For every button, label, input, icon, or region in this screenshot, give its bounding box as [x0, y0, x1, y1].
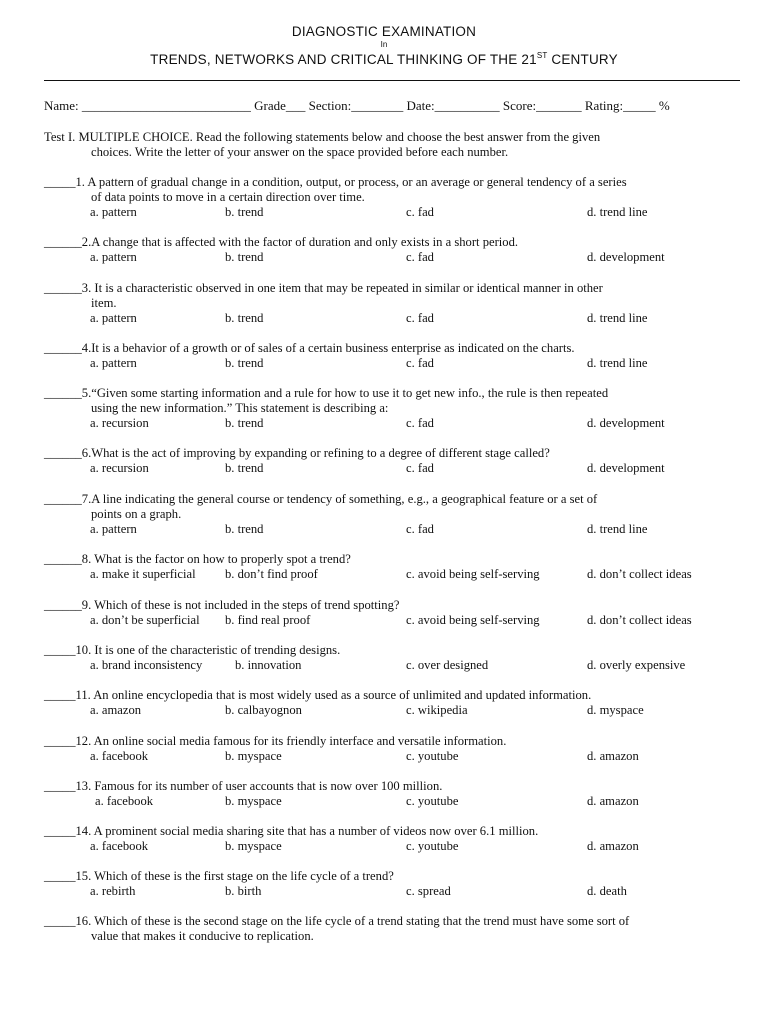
question-stem: _____15. Which of these is the first stage on the life cycle of a trend? — [44, 869, 394, 883]
choice-a: a. pattern — [90, 205, 137, 219]
question-stem: ______3. It is a characteristic observed in one item that may be repeated in similar or identical manner in other — [44, 281, 603, 295]
answer-choices — [44, 522, 744, 537]
choice-b: b. myspace — [225, 839, 282, 853]
choice-b: b. trend — [225, 416, 264, 430]
choice-c: c. avoid being self-serving — [406, 567, 540, 581]
choice-d: d. myspace — [587, 703, 644, 717]
question-stem: ______7.A line indicating the general course or tendency of something, e.g., a geographical feature or a set of — [44, 492, 598, 506]
instructions-line-2: choices. Write the letter of your answer on the space provided before each number. — [91, 145, 509, 159]
choice-a: a. don’t be superficial — [90, 613, 200, 627]
choice-c: c. fad — [406, 416, 434, 430]
choice-b: b. myspace — [225, 794, 282, 808]
answer-choices — [44, 613, 744, 628]
choice-c: c. youtube — [406, 839, 459, 853]
header-rule — [44, 80, 740, 81]
choice-b: b. trend — [225, 311, 264, 325]
choice-d: d. don’t collect ideas — [587, 567, 692, 581]
question-item — [44, 341, 744, 371]
question-stem: _____14. A prominent social media sharing site that has a number of videos now over 6.1 million. — [44, 824, 539, 838]
choice-b: b. find real proof — [225, 613, 311, 627]
choice-c: c. avoid being self-serving — [406, 613, 540, 627]
choice-c: c. fad — [406, 250, 434, 264]
answer-choices — [44, 839, 744, 854]
answer-choices — [44, 416, 744, 431]
answer-choices — [44, 356, 744, 371]
choice-a: a. pattern — [90, 250, 137, 264]
choice-a: a. make it superficial — [90, 567, 196, 581]
question-item — [44, 386, 744, 431]
question-item — [44, 175, 744, 220]
question-stem-continued: item. — [91, 296, 117, 310]
answer-choices — [44, 658, 744, 673]
student-info-line: Name: __________________________ Grade___ Section:________ Date:__________ Score:_______ Rating:_____ % — [44, 98, 670, 113]
choice-d: d. development — [587, 416, 665, 430]
question-stem: _____10. It is one of the characteristic of trending designs. — [44, 643, 341, 657]
choice-d: d. trend line — [587, 522, 648, 536]
question-stem: ______9. Which of these is not included in the steps of trend spotting? — [44, 598, 400, 612]
choice-a: a. facebook — [90, 839, 149, 853]
question-item — [44, 492, 744, 537]
choice-a: a. pattern — [90, 356, 137, 370]
subtitle-end: CENTURY — [547, 52, 618, 67]
question-stem: _____13. Famous for its number of user accounts that is now over 100 million. — [44, 779, 443, 793]
choice-c: c. spread — [406, 884, 451, 898]
answer-choices — [44, 703, 744, 718]
subtitle-text: TRENDS, NETWORKS AND CRITICAL THINKING OF THE 21 — [150, 52, 537, 67]
instructions-line-1: Test I. MULTIPLE CHOICE. Read the following statements below and choose the best answer from the given — [44, 130, 601, 144]
choice-b: b. trend — [225, 522, 264, 536]
choice-b: b. trend — [225, 250, 264, 264]
choice-a: a. amazon — [90, 703, 142, 717]
question-item — [44, 446, 744, 476]
choice-a: a. pattern — [90, 522, 137, 536]
choice-b: b. myspace — [225, 749, 282, 763]
question-stem: _____16. Which of these is the second stage on the life cycle of a trend stating that the trend must have some sort of — [44, 914, 630, 928]
question-item — [44, 643, 744, 673]
question-item — [44, 734, 744, 764]
answer-choices — [44, 205, 744, 220]
answer-choices — [44, 461, 744, 476]
choice-a: a. rebirth — [90, 884, 136, 898]
answer-choices — [44, 794, 744, 809]
exam-title-in: In — [380, 40, 388, 49]
question-stem: ______2.A change that is affected with the factor of duration and only exists in a short period. — [44, 235, 519, 249]
choice-a: a. facebook — [90, 749, 149, 763]
answer-choices — [44, 567, 744, 582]
choice-d: d. overly expensive — [587, 658, 686, 672]
choice-a: a. pattern — [90, 311, 137, 325]
choice-a: a. brand inconsistency — [90, 658, 203, 672]
choice-d: d. amazon — [587, 839, 639, 853]
answer-choices — [44, 749, 744, 764]
choice-c: c. fad — [406, 356, 434, 370]
subtitle-superscript: ST — [536, 51, 548, 60]
question-stem-continued: value that makes it conducive to replication. — [91, 929, 314, 943]
choice-b: b. innovation — [235, 658, 302, 672]
choice-c: c. youtube — [406, 749, 459, 763]
choice-c: c. fad — [406, 205, 434, 219]
choice-a: a. recursion — [90, 461, 149, 475]
choice-d: d. trend line — [587, 356, 648, 370]
question-item — [44, 235, 744, 265]
question-stem: ______4.It is a behavior of a growth or of sales of a certain business enterprise as indicated on the charts. — [44, 341, 575, 355]
choice-a: a. recursion — [90, 416, 149, 430]
answer-choices — [44, 884, 744, 899]
choice-d: d. trend line — [587, 205, 648, 219]
test-instructions — [44, 130, 744, 160]
question-item — [44, 281, 744, 326]
choice-d: d. trend line — [587, 311, 648, 325]
question-stem: _____12. An online social media famous for its friendly interface and versatile information. — [44, 734, 507, 748]
choice-d: d. development — [587, 461, 665, 475]
question-stem: ______5.“Given some starting information and a rule for how to use it to get new info., the rule is then repeated — [44, 386, 609, 400]
question-stem: ______6.What is the act of improving by expanding or refining to a degree of different stage called? — [44, 446, 550, 460]
choice-c: c. fad — [406, 311, 434, 325]
choice-d: d. death — [587, 884, 627, 898]
exam-title: DIAGNOSTIC EXAMINATION — [291, 24, 477, 39]
question-stem-continued: using the new information.” This statement is describing a: — [91, 401, 389, 415]
choice-c: c. wikipedia — [406, 703, 468, 717]
choice-c: c. fad — [406, 461, 434, 475]
choice-a: a. facebook — [95, 794, 154, 808]
choice-b: b. don’t find proof — [225, 567, 318, 581]
choice-c: c. youtube — [406, 794, 459, 808]
choice-c: c. fad — [406, 522, 434, 536]
exam-subtitle — [0, 51, 768, 67]
choice-b: b. trend — [225, 461, 264, 475]
question-item — [44, 552, 744, 582]
answer-choices — [44, 250, 744, 265]
question-stem: _____11. An online encyclopedia that is most widely used as a source of unlimited and updated information. — [44, 688, 592, 702]
question-item — [44, 869, 744, 899]
choice-b: b. birth — [225, 884, 262, 898]
question-item — [44, 914, 744, 944]
choice-d: d. amazon — [587, 794, 639, 808]
question-item — [44, 779, 744, 809]
choice-b: b. trend — [225, 205, 264, 219]
answer-choices — [44, 311, 744, 326]
choice-b: b. trend — [225, 356, 264, 370]
question-stem-continued: points on a graph. — [91, 507, 182, 521]
choice-b: b. calbayognon — [225, 703, 302, 717]
question-item — [44, 824, 744, 854]
question-item — [44, 598, 744, 628]
choice-c: c. over designed — [406, 658, 489, 672]
choice-d: d. development — [587, 250, 665, 264]
question-stem: _____1. A pattern of gradual change in a condition, output, or process, or an average or general tendency of a series — [44, 175, 627, 189]
choice-d: d. don’t collect ideas — [587, 613, 692, 627]
choice-d: d. amazon — [587, 749, 639, 763]
question-stem-continued: of data points to move in a certain direction over time. — [91, 190, 365, 204]
question-item — [44, 688, 744, 718]
question-stem: ______8. What is the factor on how to properly spot a trend? — [44, 552, 351, 566]
